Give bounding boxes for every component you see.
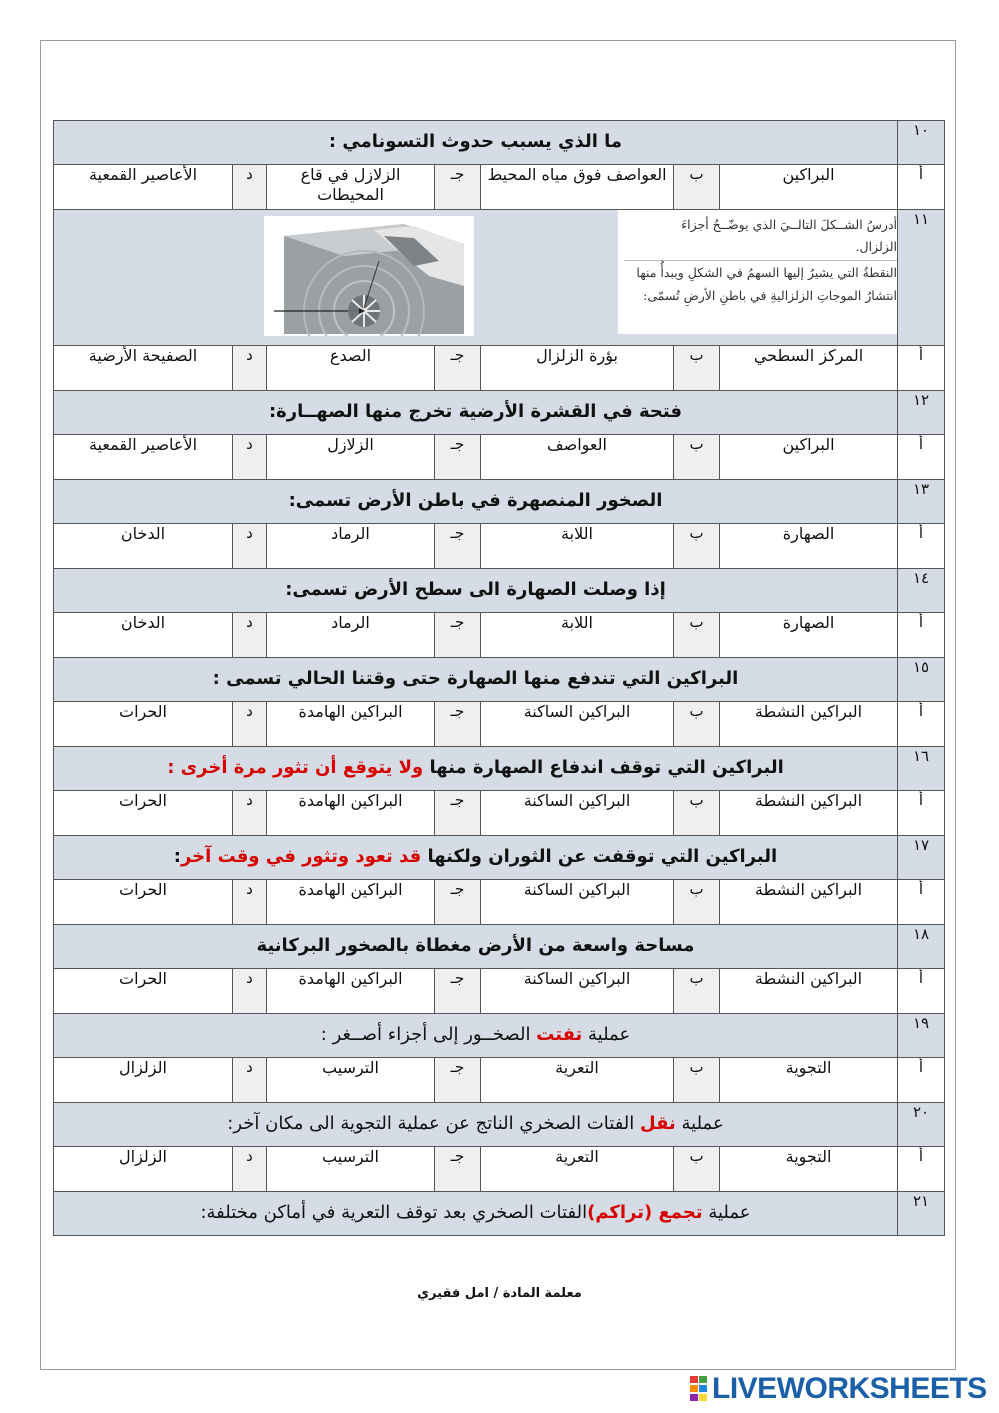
liveworksheets-cube-icon	[690, 1376, 710, 1402]
option-a[interactable]: التجوية	[720, 1147, 898, 1192]
option-c[interactable]: الرماد	[267, 613, 435, 658]
option-letter-c: جـ	[435, 1147, 481, 1192]
question-text-highlight: قد تعود وتثور في وقت آخر	[180, 846, 422, 867]
question-row-13	[54, 480, 945, 524]
option-letter-d: د	[233, 524, 267, 569]
option-letter-c: جـ	[435, 702, 481, 747]
question-number: ١٣	[898, 480, 945, 524]
question-row-10	[54, 121, 945, 165]
question-text-highlight: تجمع (تراكم)	[587, 1202, 703, 1223]
option-a[interactable]: البراكين النشطة	[720, 969, 898, 1014]
liveworksheets-logo	[690, 1373, 987, 1405]
option-c[interactable]: الصدع	[267, 346, 435, 391]
option-c[interactable]: البراكين الهامدة	[267, 969, 435, 1014]
options-row-13	[54, 524, 945, 569]
option-a[interactable]: المركز السطحي	[720, 346, 898, 391]
question-text	[54, 836, 898, 880]
option-letter-c: جـ	[435, 435, 481, 480]
option-letter-b: ب	[674, 1058, 720, 1103]
question-text-highlight: تفتت	[536, 1024, 583, 1045]
option-letter-d: د	[233, 969, 267, 1014]
question-text: البراكين التي تندفع منها الصهارة حتى وقتنا الحالي تسمى :	[54, 658, 898, 702]
option-a[interactable]: البراكين النشطة	[720, 791, 898, 836]
option-letter-a: أ	[898, 613, 945, 658]
quote-line-2: الزلزال.	[855, 239, 897, 254]
question-text-part-2: :	[173, 846, 181, 867]
options-row-11	[54, 346, 945, 391]
option-d[interactable]: الدخان	[54, 613, 233, 658]
question-text-part-1: البراكين التي توقف اندفاع الصهارة منها	[423, 757, 784, 778]
option-c[interactable]: الترسيب	[267, 1147, 435, 1192]
quiz-table	[53, 120, 945, 1236]
option-letter-c: جـ	[435, 165, 481, 210]
option-letter-d: د	[233, 346, 267, 391]
question-figure-cell	[54, 210, 898, 346]
quote-line-1: أدرسُ الشــكلَ التالــيَ الذي يوضّــحُ أجزاءَ	[681, 217, 897, 232]
question-row-17	[54, 836, 945, 880]
question-row-20	[54, 1103, 945, 1147]
question-text-part-2: الفتات الصخري بعد توقف التعرية في أماكن مختلفة:	[200, 1202, 588, 1223]
question-text-part-1: البراكين التي توقفت عن الثوران ولكنها	[421, 846, 778, 867]
question-number: ١١	[898, 210, 945, 346]
question-text	[54, 1103, 898, 1147]
option-letter-a: أ	[898, 1147, 945, 1192]
option-b[interactable]: العواصف فوق مياه المحيط	[481, 165, 674, 210]
option-c[interactable]: الزلازل في قاع المحيطات	[267, 165, 435, 210]
question-number: ١٧	[898, 836, 945, 880]
option-letter-a: أ	[898, 880, 945, 925]
option-b[interactable]: البراكين الساكنة	[481, 702, 674, 747]
question-text: مساحة واسعة من الأرض مغطاة بالصخور البركانية	[54, 925, 898, 969]
option-a[interactable]: البراكين النشطة	[720, 880, 898, 925]
option-d[interactable]: الزلزال	[54, 1147, 233, 1192]
option-letter-b: ب	[674, 165, 720, 210]
option-d[interactable]: الحرات	[54, 702, 233, 747]
question-number: ١٥	[898, 658, 945, 702]
option-b[interactable]: اللابة	[481, 524, 674, 569]
question-text-part-1: عملية	[702, 1202, 751, 1223]
question-number: ١٩	[898, 1014, 945, 1058]
options-row-18	[54, 969, 945, 1014]
earthquake-block-icon	[264, 216, 474, 336]
option-letter-a: أ	[898, 969, 945, 1014]
option-b[interactable]: البراكين الساكنة	[481, 969, 674, 1014]
option-letter-d: د	[233, 613, 267, 658]
option-letter-d: د	[233, 1147, 267, 1192]
option-c[interactable]: الترسيب	[267, 1058, 435, 1103]
option-letter-c: جـ	[435, 524, 481, 569]
option-letter-b: ب	[674, 524, 720, 569]
question-row-11	[54, 210, 945, 346]
question-text: ما الذي يسبب حدوث التسونامي :	[54, 121, 898, 165]
question-number: ١٦	[898, 747, 945, 791]
question-text-part-2: الفتات الصخري الناتج عن عملية التجوية الى مكان آخر:	[227, 1113, 641, 1134]
option-a[interactable]: البراكين	[720, 435, 898, 480]
question-text: إذا وصلت الصهارة الى سطح الأرض تسمى:	[54, 569, 898, 613]
option-d[interactable]: الحرات	[54, 969, 233, 1014]
option-d[interactable]: الحرات	[54, 791, 233, 836]
options-row-14	[54, 613, 945, 658]
quote-line-4: انتشارُ الموجاتِ الزلزاليةِ في باطنِ الأرضِ تُسمّى:	[643, 288, 897, 303]
question-number: ٢٠	[898, 1103, 945, 1147]
option-letter-a: أ	[898, 435, 945, 480]
option-c[interactable]: البراكين الهامدة	[267, 791, 435, 836]
option-letter-b: ب	[674, 613, 720, 658]
option-c[interactable]: الزلازل	[267, 435, 435, 480]
earthquake-diagram	[264, 216, 474, 336]
option-letter-c: جـ	[435, 791, 481, 836]
option-letter-a: أ	[898, 702, 945, 747]
question-text: الصخور المنصهرة في باطن الأرض تسمى:	[54, 480, 898, 524]
question-text-highlight: نقل	[640, 1113, 676, 1134]
option-letter-d: د	[233, 1058, 267, 1103]
option-a[interactable]: الصهارة	[720, 524, 898, 569]
question-text-part-1: عملية	[582, 1024, 631, 1045]
quote-line-3: النقطةُ التي يشيرُ إليها السهمُ في الشكلِ ويبدأُ منها	[636, 265, 897, 280]
option-letter-a: أ	[898, 1058, 945, 1103]
option-b[interactable]: التعرية	[481, 1058, 674, 1103]
option-c[interactable]: البراكين الهامدة	[267, 702, 435, 747]
option-c[interactable]: الرماد	[267, 524, 435, 569]
option-b[interactable]: بؤرة الزلزال	[481, 346, 674, 391]
question-row-12	[54, 391, 945, 435]
question-number: ١٨	[898, 925, 945, 969]
options-row-16	[54, 791, 945, 836]
question-row-14	[54, 569, 945, 613]
question-text-highlight: ولا يتوقع أن تثور مرة أخرى	[180, 757, 424, 778]
option-letter-c: جـ	[435, 346, 481, 391]
option-a[interactable]: التجوية	[720, 1058, 898, 1103]
question-text-part-2: :	[167, 757, 181, 778]
question-number: ١٤	[898, 569, 945, 613]
option-letter-d: د	[233, 435, 267, 480]
option-letter-d: د	[233, 702, 267, 747]
option-d[interactable]: الحرات	[54, 880, 233, 925]
teacher-credit: معلمة المادة / امل فقيري	[417, 1286, 582, 1301]
question-text-part-2: الصخــور إلى أجزاء أصــغر :	[320, 1024, 537, 1045]
option-letter-d: د	[233, 165, 267, 210]
option-letter-b: ب	[674, 880, 720, 925]
question-row-19	[54, 1014, 945, 1058]
option-d[interactable]: الأعاصير القمعية	[54, 165, 233, 210]
option-letter-d: د	[233, 791, 267, 836]
option-letter-d: د	[233, 880, 267, 925]
option-letter-b: ب	[674, 702, 720, 747]
option-d[interactable]: الأعاصير القمعية	[54, 435, 233, 480]
option-b[interactable]: العواصف	[481, 435, 674, 480]
option-d[interactable]: الدخان	[54, 524, 233, 569]
options-row-12	[54, 435, 945, 480]
question-row-15	[54, 658, 945, 702]
option-b[interactable]: البراكين الساكنة	[481, 791, 674, 836]
question-row-16	[54, 747, 945, 791]
option-letter-c: جـ	[435, 1058, 481, 1103]
options-row-17	[54, 880, 945, 925]
option-a[interactable]: البراكين النشطة	[720, 702, 898, 747]
question-text-part-1: عملية	[675, 1113, 724, 1134]
option-letter-a: أ	[898, 346, 945, 391]
question-text: فتحة في القشرة الأرضية تخرج منها الصهــارة:	[54, 391, 898, 435]
option-letter-c: جـ	[435, 613, 481, 658]
options-row-10	[54, 165, 945, 210]
question-number: ١٢	[898, 391, 945, 435]
question-text	[54, 1192, 898, 1236]
options-row-20	[54, 1147, 945, 1192]
options-row-19	[54, 1058, 945, 1103]
option-letter-b: ب	[674, 1147, 720, 1192]
option-letter-b: ب	[674, 969, 720, 1014]
options-row-15	[54, 702, 945, 747]
option-a[interactable]: البراكين	[720, 165, 898, 210]
option-c[interactable]: البراكين الهامدة	[267, 880, 435, 925]
question-text	[54, 1014, 898, 1058]
option-letter-a: أ	[898, 524, 945, 569]
question-text	[54, 747, 898, 791]
option-a[interactable]: الصهارة	[720, 613, 898, 658]
option-letter-a: أ	[898, 791, 945, 836]
brand-name: LIVEWORKSHEETS	[712, 1372, 987, 1405]
option-letter-c: جـ	[435, 880, 481, 925]
option-b[interactable]: البراكين الساكنة	[481, 880, 674, 925]
option-b[interactable]: التعرية	[481, 1147, 674, 1192]
option-letter-b: ب	[674, 346, 720, 391]
question-row-18	[54, 925, 945, 969]
option-d[interactable]: الصفيحة الأرضية	[54, 346, 233, 391]
question-text-image	[618, 210, 898, 334]
question-number: ١٠	[898, 121, 945, 165]
question-row-21	[54, 1192, 945, 1236]
option-letter-b: ب	[674, 791, 720, 836]
option-d[interactable]: الزلزال	[54, 1058, 233, 1103]
option-b[interactable]: اللابة	[481, 613, 674, 658]
option-letter-a: أ	[898, 165, 945, 210]
option-letter-c: جـ	[435, 969, 481, 1014]
question-number: ٢١	[898, 1192, 945, 1236]
option-letter-b: ب	[674, 435, 720, 480]
